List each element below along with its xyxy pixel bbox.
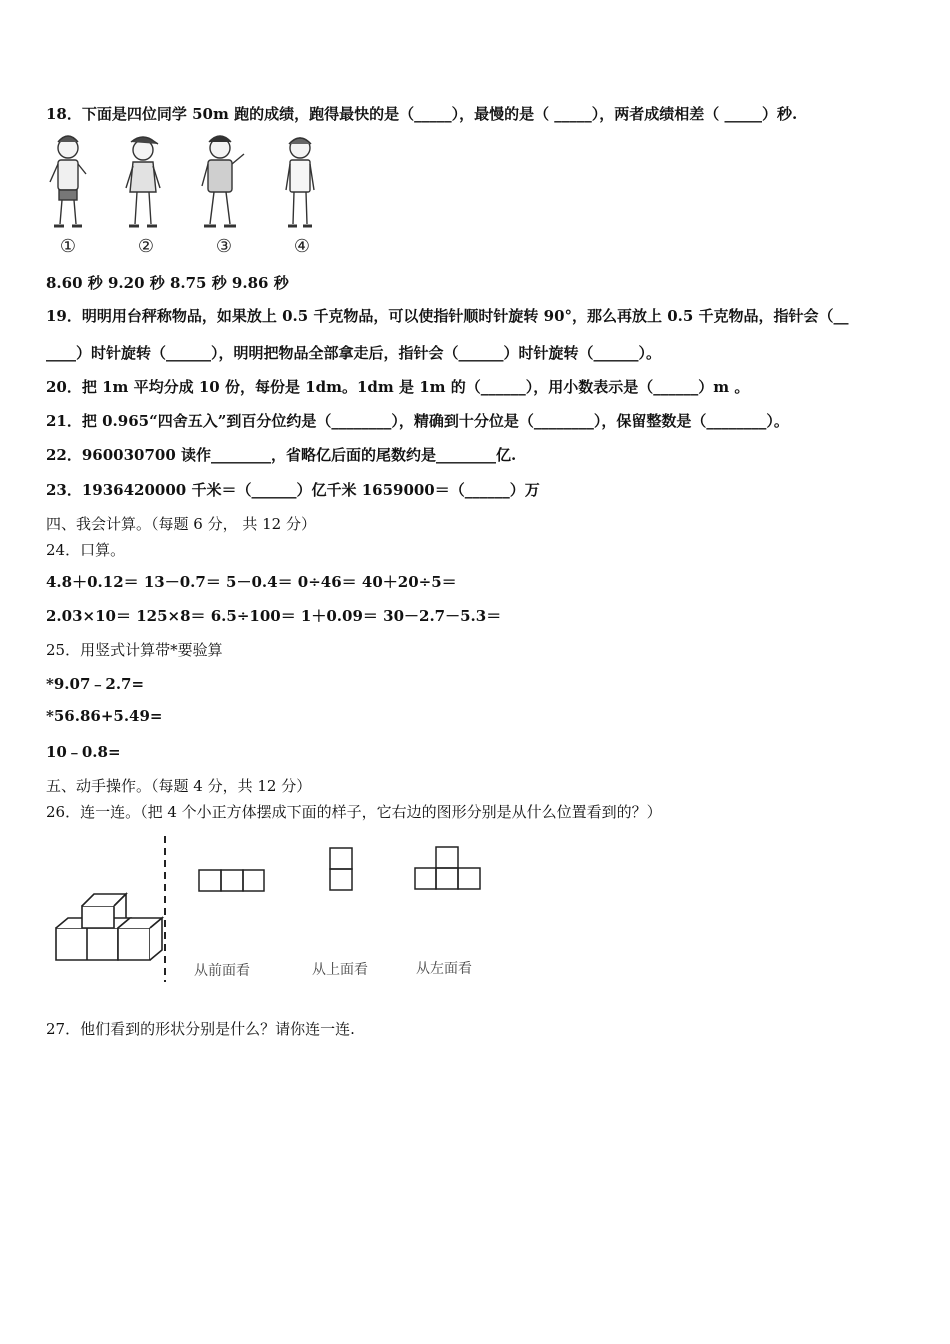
section-5-heading: 五、动手操作。（每题 4 分，共 12 分） (46, 777, 312, 795)
q19-line2: ____）时针旋转（______），明明把物品全部拿走后，指针会（______）时针旋转（______）。 (46, 344, 662, 362)
student-label-4: ④ (293, 236, 311, 257)
caption-front-view: 从前面看 (194, 963, 250, 979)
student-2-figure (126, 137, 160, 226)
top-view-shape (330, 848, 352, 890)
q24-row1: 4.8＋0.12＝ 13－0.7＝ 5－0.4＝ 0÷46＝ 40＋20÷5＝ (46, 573, 457, 591)
caption-left-view: 从左面看 (416, 961, 472, 977)
student-3-figure (202, 136, 244, 226)
students-illustration (38, 130, 338, 258)
q27-text: 27．他们看到的形状分别是什么？请你连一连. (46, 1020, 355, 1038)
q24-title: 24．口算。 (46, 541, 126, 559)
student-label-1: ① (59, 236, 77, 257)
student-label-3: ③ (215, 236, 233, 257)
q18-times: 8.60 秒 9.20 秒 8.75 秒 9.86 秒 (46, 274, 289, 292)
student-1-figure (50, 136, 86, 226)
q22-text: 22．960030700 读作________，省略亿后面的尾数约是________亿. (46, 446, 517, 464)
student-label-2: ② (137, 236, 155, 257)
q25-title: 25．用竖式计算带*要验算 (46, 641, 223, 659)
q25-item-3: 10﹣0.8= (46, 743, 121, 761)
q25-item-2: *56.86+5.49= (46, 707, 163, 725)
student-4-figure (286, 138, 314, 226)
cube-views-figure (44, 832, 504, 990)
q19-line1: 19．明明用台秤称物品，如果放上 0.5 千克物品，可以使指针顺时针旋转 90°，那么再放上 0.5 千克物品，指针会（__ (46, 307, 849, 325)
front-view-shape (199, 870, 264, 891)
q18-text: 18．下面是四位同学 50m 跑的成绩，跑得最快的是（_____），最慢的是（ _____），两者成绩相差（ _____）秒. (46, 105, 798, 123)
q21-text: 21．把 0.965“四舍五入”到百分位约是（________），精确到十分位是（________），保留整数是（________）。 (46, 412, 789, 430)
caption-top-view: 从上面看 (312, 962, 368, 978)
q26-text: 26．连一连。（把 4 个小正方体摆成下面的样子，它右边的图形分别是从什么位置看到的？） (46, 803, 662, 821)
cube-stack-drawing (56, 894, 162, 960)
q25-item-1: *9.07﹣2.7= (46, 675, 145, 693)
left-view-shape (415, 847, 480, 889)
q20-text: 20．把 1m 平均分成 10 份，每份是 1dm。1dm 是 1m 的（______），用小数表示是（______）m 。 (46, 378, 750, 396)
q24-row2: 2.03×10＝ 125×8＝ 6.5÷100＝ 1＋0.09＝ 30－2.7－5.3＝ (46, 607, 502, 625)
section-4-heading: 四、我会计算。（每题 6 分， 共 12 分） (46, 515, 316, 533)
q23-text: 23．1936420000 千米＝（______）亿千米 1659000＝（______）万 (46, 481, 540, 499)
